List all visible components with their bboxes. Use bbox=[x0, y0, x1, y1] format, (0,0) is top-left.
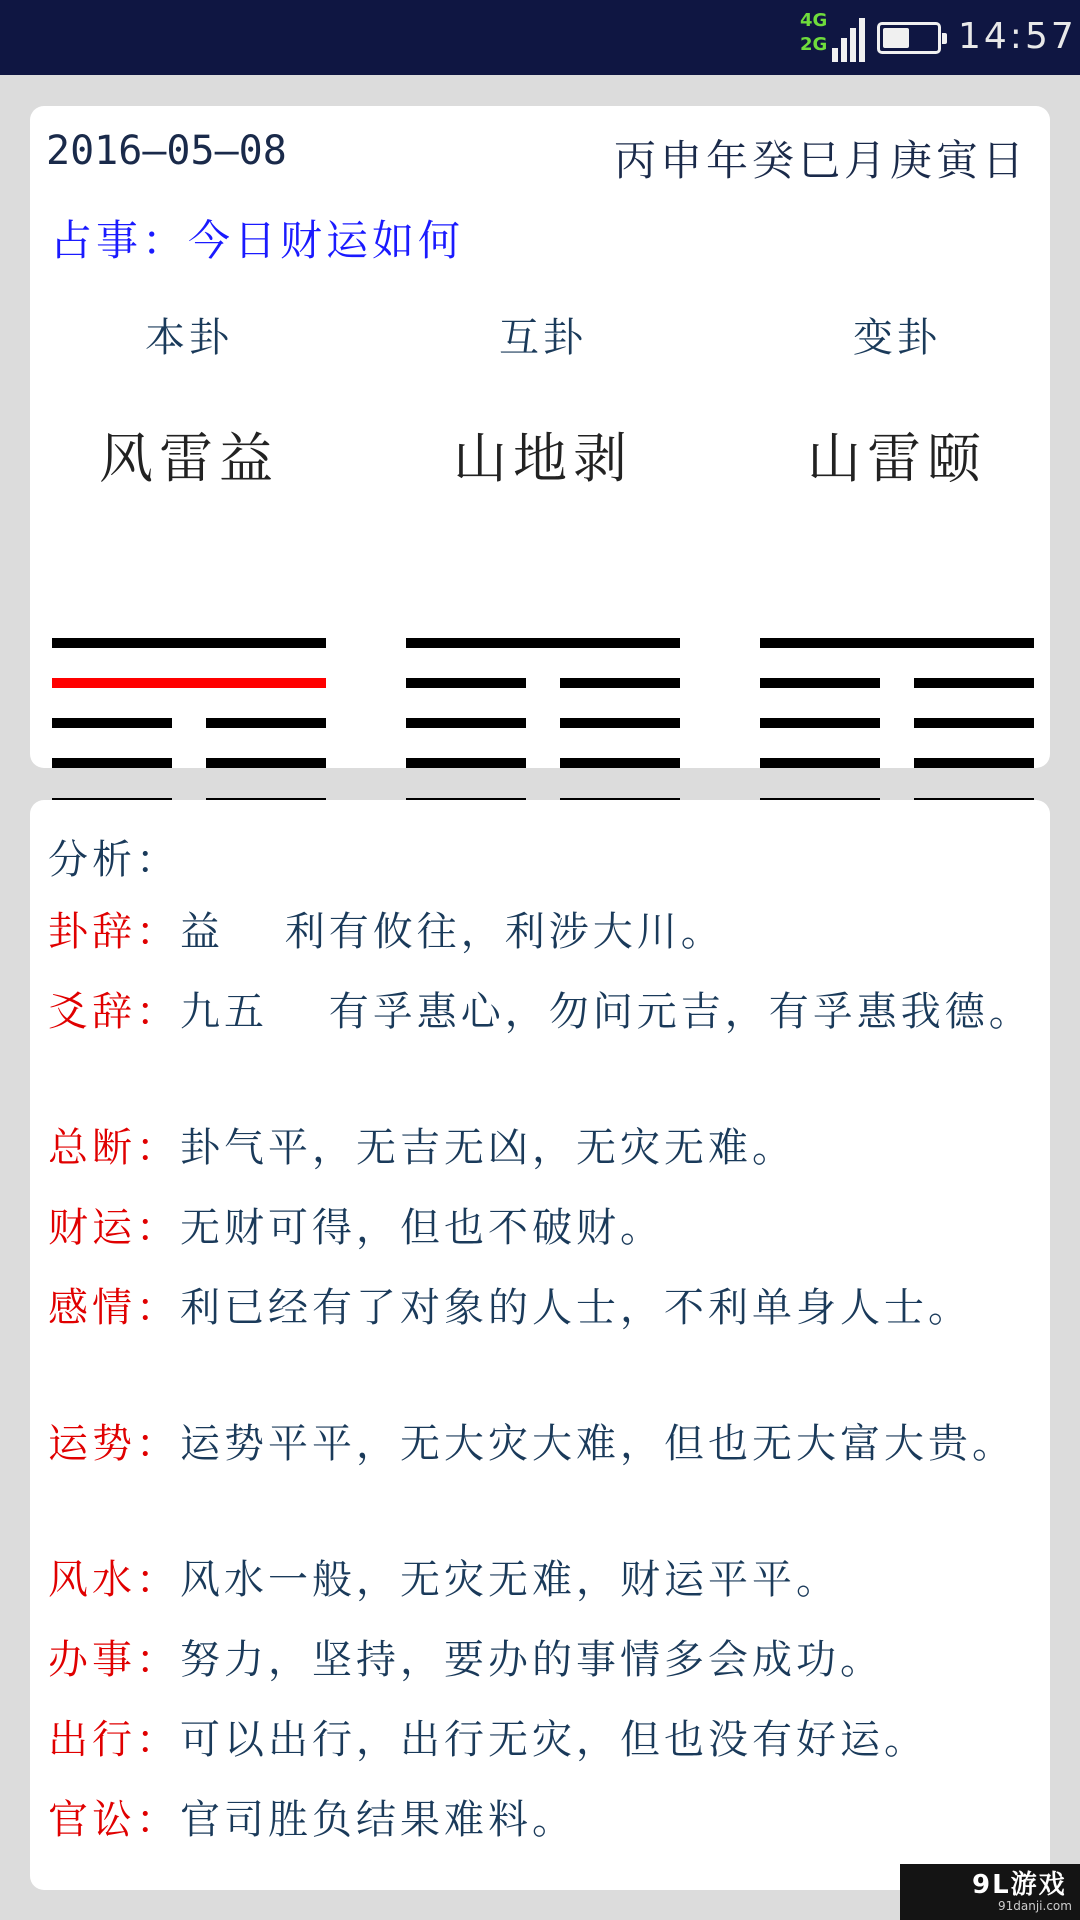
entry-text: 利已经有了对象的人士，不利单身人士。 bbox=[180, 1285, 972, 1331]
yin-line bbox=[406, 758, 680, 768]
entry-text: 风水一般，无灾无难，财运平平。 bbox=[180, 1557, 840, 1603]
hexagram-label: 互卦 bbox=[499, 315, 587, 361]
watermark-sub: 91danji.com bbox=[998, 1899, 1072, 1913]
battery-fill bbox=[883, 28, 909, 48]
entry-label: 运势： bbox=[48, 1421, 180, 1467]
signal-bars bbox=[832, 12, 868, 62]
watermark-logo bbox=[900, 1864, 1080, 1920]
signal-icon bbox=[800, 8, 870, 66]
entry-text: 努力，坚持，要办的事情多会成功。 bbox=[180, 1637, 884, 1683]
analysis-entry-guaci bbox=[48, 904, 1048, 960]
entry-label: 爻辞： bbox=[48, 989, 180, 1035]
entry-text: 官司胜负结果难料。 bbox=[180, 1797, 576, 1843]
analysis-entry-banshi bbox=[48, 1632, 1048, 1688]
yin-line bbox=[52, 718, 326, 728]
network-4g-label: 4G bbox=[800, 10, 828, 31]
entry-text: 无财可得，但也不破财。 bbox=[180, 1205, 664, 1251]
analysis-entry-yunshi bbox=[48, 1416, 1048, 1472]
analysis-card bbox=[30, 800, 1050, 1890]
yang-line bbox=[52, 678, 326, 688]
entry-label: 官讼： bbox=[48, 1797, 180, 1843]
entry-label: 财运： bbox=[48, 1205, 180, 1251]
yin-line bbox=[760, 718, 1034, 728]
ganzhi-text: 丙申年癸巳月庚寅日 bbox=[613, 136, 1028, 185]
hexagram-name: 风雷益 bbox=[99, 427, 279, 490]
battery-icon bbox=[877, 22, 941, 54]
analysis-entry-guansong bbox=[48, 1792, 1048, 1848]
status-bar bbox=[0, 0, 1080, 75]
yang-line bbox=[52, 638, 326, 648]
entry-text: 益 利有攸往，利涉大川。 bbox=[180, 909, 725, 955]
hexagram-label: 变卦 bbox=[853, 315, 941, 361]
hexagram-name: 山地剥 bbox=[453, 427, 633, 490]
entry-text: 九五 有孚惠心，勿问元吉，有孚惠我德。 bbox=[180, 989, 1033, 1035]
entry-label: 总断： bbox=[48, 1125, 180, 1171]
status-time: 14:57 bbox=[958, 16, 1077, 57]
yin-line bbox=[760, 678, 1034, 688]
analysis-entry-fengshui bbox=[48, 1552, 1048, 1608]
entry-label: 风水： bbox=[48, 1557, 180, 1603]
hexagram-card bbox=[30, 106, 1050, 768]
date-text: 2016—05—08 bbox=[46, 128, 287, 174]
yin-line bbox=[760, 758, 1034, 768]
entry-text: 可以出行，出行无灾，但也没有好运。 bbox=[180, 1717, 928, 1763]
analysis-title: 分析： bbox=[48, 837, 180, 883]
analysis-entry-zongduan bbox=[48, 1120, 1048, 1176]
analysis-entry-ganqing bbox=[48, 1280, 1048, 1336]
entry-label: 办事： bbox=[48, 1637, 180, 1683]
question-text: 占事：今日财运如何 bbox=[50, 216, 465, 265]
yang-line bbox=[406, 638, 680, 648]
yin-line bbox=[52, 758, 326, 768]
network-2g-label: 2G bbox=[800, 34, 828, 55]
hexagram-label: 本卦 bbox=[145, 315, 233, 361]
analysis-entry-chuxing bbox=[48, 1712, 1048, 1768]
yin-line bbox=[406, 718, 680, 728]
entry-text: 卦气平，无吉无凶，无灾无难。 bbox=[180, 1125, 796, 1171]
entry-label: 卦辞： bbox=[48, 909, 180, 955]
yang-line bbox=[760, 638, 1034, 648]
analysis-entry-caiyun bbox=[48, 1200, 1048, 1256]
entry-label: 出行： bbox=[48, 1717, 180, 1763]
analysis-entry-yaoci bbox=[48, 984, 1048, 1040]
hexagram-name: 山雷颐 bbox=[807, 427, 987, 490]
yin-line bbox=[406, 678, 680, 688]
entry-text: 运势平平，无大灾大难，但也无大富大贵。 bbox=[180, 1421, 1016, 1467]
entry-label: 感情： bbox=[48, 1285, 180, 1331]
watermark-main: 9L游戏 bbox=[972, 1870, 1067, 1900]
